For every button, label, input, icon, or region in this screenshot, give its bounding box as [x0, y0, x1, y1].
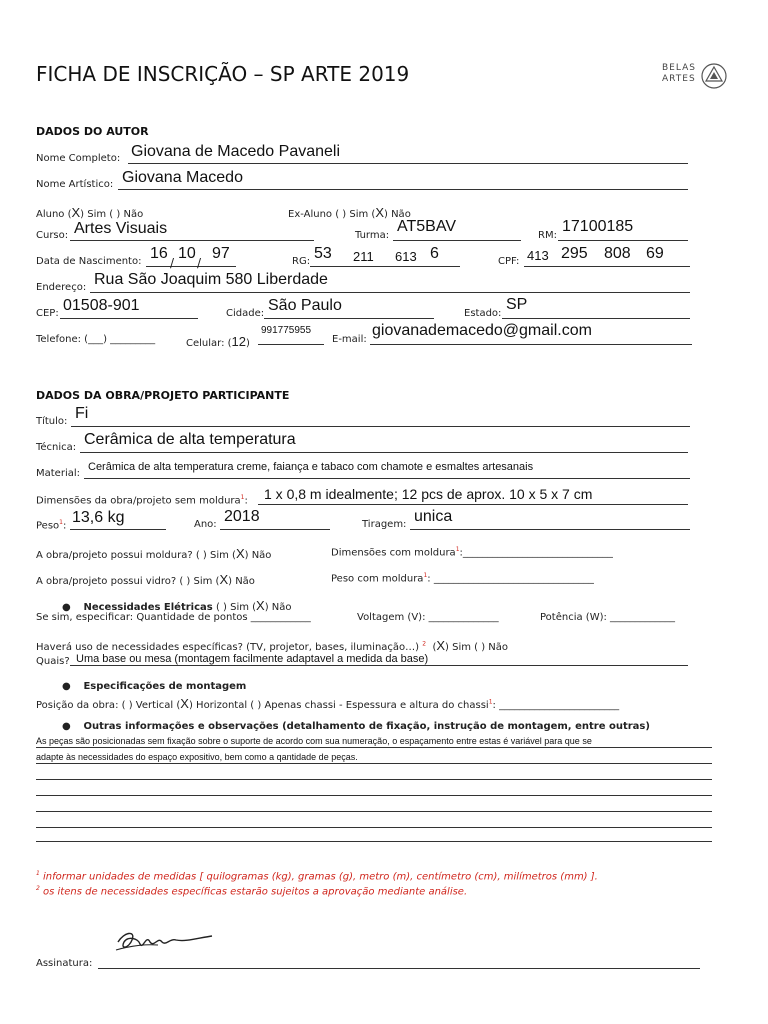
outras-line-2[interactable]: adapte às necessidades do espaço expositivo, bem como a qantidade de peças. — [36, 752, 358, 762]
peso-label: Peso$^1$: — [36, 519, 67, 532]
celular-label: Celular: (12) — [186, 334, 250, 349]
bullet-icon: ● — [62, 721, 71, 732]
dimensoes-field[interactable]: 1 x 0,8 m idealmente; 12 pcs de aprox. 10 x 5 x 7 cm — [264, 486, 593, 502]
telefone-field[interactable]: Telefone: (___) _________ — [36, 334, 156, 345]
especificas-question[interactable]: Haverá uso de necessidades específicas? (TV, projetor, bases, iluminação…) $^2$ (X) Sim ( ) Não — [36, 638, 509, 653]
horizontal-mark: X — [180, 696, 189, 711]
endereco-label: Endereço: — [36, 282, 87, 293]
curso-field[interactable]: Artes Visuais — [74, 220, 168, 237]
nascimento-label: Data de Nascimento: — [36, 256, 142, 267]
email-field[interactable]: giovanademacedo@gmail.com — [372, 322, 592, 339]
tiragem-label: Tiragem: — [362, 519, 407, 530]
outras-line-1[interactable]: As peças são posicionadas sem fixação sobre o suporte de acordo com sua numeração, o espaçamento entre estas é variável para que se — [36, 736, 592, 746]
cpf-label: CPF: — [498, 256, 520, 267]
endereco-field[interactable]: Rua São Joaquim 580 Liberdade — [94, 271, 328, 288]
outras-line-4[interactable] — [36, 795, 712, 796]
peso-field[interactable]: 13,6 kg — [72, 509, 125, 526]
titulo-field[interactable]: Fi — [75, 405, 89, 422]
cpf-part-4[interactable]: 69 — [646, 245, 664, 262]
ex-aluno-nao-mark: X — [375, 205, 384, 220]
signature-image — [110, 920, 220, 960]
voltagem-field[interactable]: Voltagem (V): ______________ — [357, 612, 499, 623]
nascimento-dia[interactable]: 16 — [150, 245, 168, 262]
cpf-part-3[interactable]: 808 — [604, 245, 631, 262]
nota-2: $^2$ os itens de necessidades específicas estarão sujeitos a aprovação mediante análise. — [36, 885, 468, 898]
outras-line-7[interactable] — [36, 841, 712, 842]
rg-part-4[interactable]: 6 — [430, 245, 439, 262]
quais-label: Quais? — [36, 656, 70, 667]
tecnica-label: Técnica: — [36, 442, 77, 453]
vidro-nao-mark: X — [219, 572, 229, 587]
aluno-checkbox[interactable]: Aluno (X) Sim ( ) Não — [36, 205, 144, 220]
email-label: E-mail: — [332, 334, 367, 345]
nome-completo-label: Nome Completo: — [36, 153, 121, 164]
estado-field[interactable]: SP — [506, 296, 528, 313]
aluno-sim-mark: X — [71, 205, 81, 220]
rg-part-3[interactable]: 613 — [395, 249, 417, 264]
celular-field[interactable]: 991775955 — [261, 325, 312, 336]
pontos-field[interactable]: Se sim, especificar: Quantidade de pontos ____________ — [36, 612, 311, 623]
belas-artes-logo: BELAS ARTES — [662, 62, 732, 90]
nascimento-mes[interactable]: 10 — [178, 245, 196, 262]
peso-moldura-field[interactable]: Peso com moldura$^1$: ________________________________ — [331, 572, 594, 585]
rg-part-1[interactable]: 53 — [314, 245, 332, 262]
montagem-title: ● Especificações de montagem — [62, 681, 247, 692]
posicao-question[interactable]: Posição da obra: ( ) Vertical (X) Horizontal ( ) Apenas chassi - Espessura e altura do chassi$^1$: ________________________ — [36, 696, 620, 711]
eletricas-question[interactable]: ● Necessidades Elétricas ( ) Sim (X) Não — [62, 598, 292, 613]
form-title: FICHA DE INSCRIÇÃO – SP ARTE 2019 — [36, 62, 410, 86]
cpf-part-2[interactable]: 295 — [561, 245, 588, 262]
cidade-label: Cidade: — [226, 308, 265, 319]
outras-title: ● Outras informações e observações (detalhamento de fixação, instrução de montagem, entre outras) — [62, 721, 650, 732]
outras-line-5[interactable] — [36, 811, 712, 812]
material-field[interactable]: Cerâmica de alta temperatura creme, faiança e tabaco com chamote e esmaltes artesanais — [88, 461, 534, 473]
ex-aluno-checkbox[interactable]: Ex-Aluno ( ) Sim (X) Não — [288, 205, 411, 220]
cidade-field[interactable]: São Paulo — [268, 297, 342, 314]
tiragem-field[interactable]: unica — [414, 508, 453, 525]
outras-line-6[interactable] — [36, 827, 712, 828]
cep-field[interactable]: 01508-901 — [63, 297, 140, 314]
bullet-icon: ● — [62, 681, 71, 692]
nota-1: $^1$ informar unidades de medidas [ quilogramas (kg), gramas (g), metro (m), centímetro (cm), milímetros (mm) ]. — [36, 870, 598, 883]
quais-field[interactable]: Uma base ou mesa (montagem facilmente adaptavel a medida da base) — [76, 653, 429, 665]
turma-label: Turma: — [355, 230, 390, 241]
celular-ddd[interactable]: 12 — [231, 334, 247, 349]
especificas-sim-mark: X — [436, 638, 446, 653]
potencia-field[interactable]: Potência (W): _____________ — [540, 612, 676, 623]
titulo-label: Título: — [36, 416, 68, 427]
section-autor: DADOS DO AUTOR — [36, 125, 149, 138]
cpf-part-1[interactable]: 413 — [527, 248, 549, 263]
assinatura-label: Assinatura: — [36, 958, 93, 969]
ano-field[interactable]: 2018 — [224, 508, 260, 525]
assinatura-field[interactable] — [98, 968, 700, 969]
section-obra: DADOS DA OBRA/PROJETO PARTICIPANTE — [36, 389, 290, 402]
nome-completo-field[interactable]: Giovana de Macedo Pavaneli — [131, 143, 341, 160]
curso-label: Curso: — [36, 230, 69, 241]
rm-label: RM: — [538, 230, 557, 241]
turma-field[interactable]: AT5BAV — [397, 218, 456, 235]
bullet-icon: ● — [62, 602, 71, 613]
moldura-question[interactable]: A obra/projeto possui moldura? ( ) Sim (X) Não — [36, 546, 272, 561]
dimensoes-moldura-field[interactable]: Dimensões com moldura$^1$:______________________________ — [331, 546, 613, 559]
material-label: Material: — [36, 468, 80, 479]
rm-field[interactable]: 17100185 — [562, 218, 634, 235]
moldura-nao-mark: X — [235, 546, 245, 561]
eletricas-nao-mark: X — [256, 598, 265, 613]
rg-label: RG: — [292, 256, 311, 267]
vidro-question[interactable]: A obra/projeto possui vidro? ( ) Sim (X) Não — [36, 572, 255, 587]
nascimento-ano[interactable]: 97 — [212, 245, 230, 262]
estado-label: Estado: — [464, 308, 502, 319]
rg-part-2[interactable]: 211 — [353, 249, 374, 264]
ano-label: Ano: — [194, 519, 217, 530]
cep-label: CEP: — [36, 308, 59, 319]
tecnica-field[interactable]: Cerâmica de alta temperatura — [84, 431, 296, 448]
nome-artistico-label: Nome Artístico: — [36, 179, 114, 190]
nome-artistico-field[interactable]: Giovana Macedo — [122, 169, 243, 186]
dimensoes-label: Dimensões da obra/projeto sem moldura$^1$: — [36, 494, 248, 507]
belas-artes-emblem-icon — [700, 62, 728, 90]
outras-line-3[interactable] — [36, 779, 712, 780]
